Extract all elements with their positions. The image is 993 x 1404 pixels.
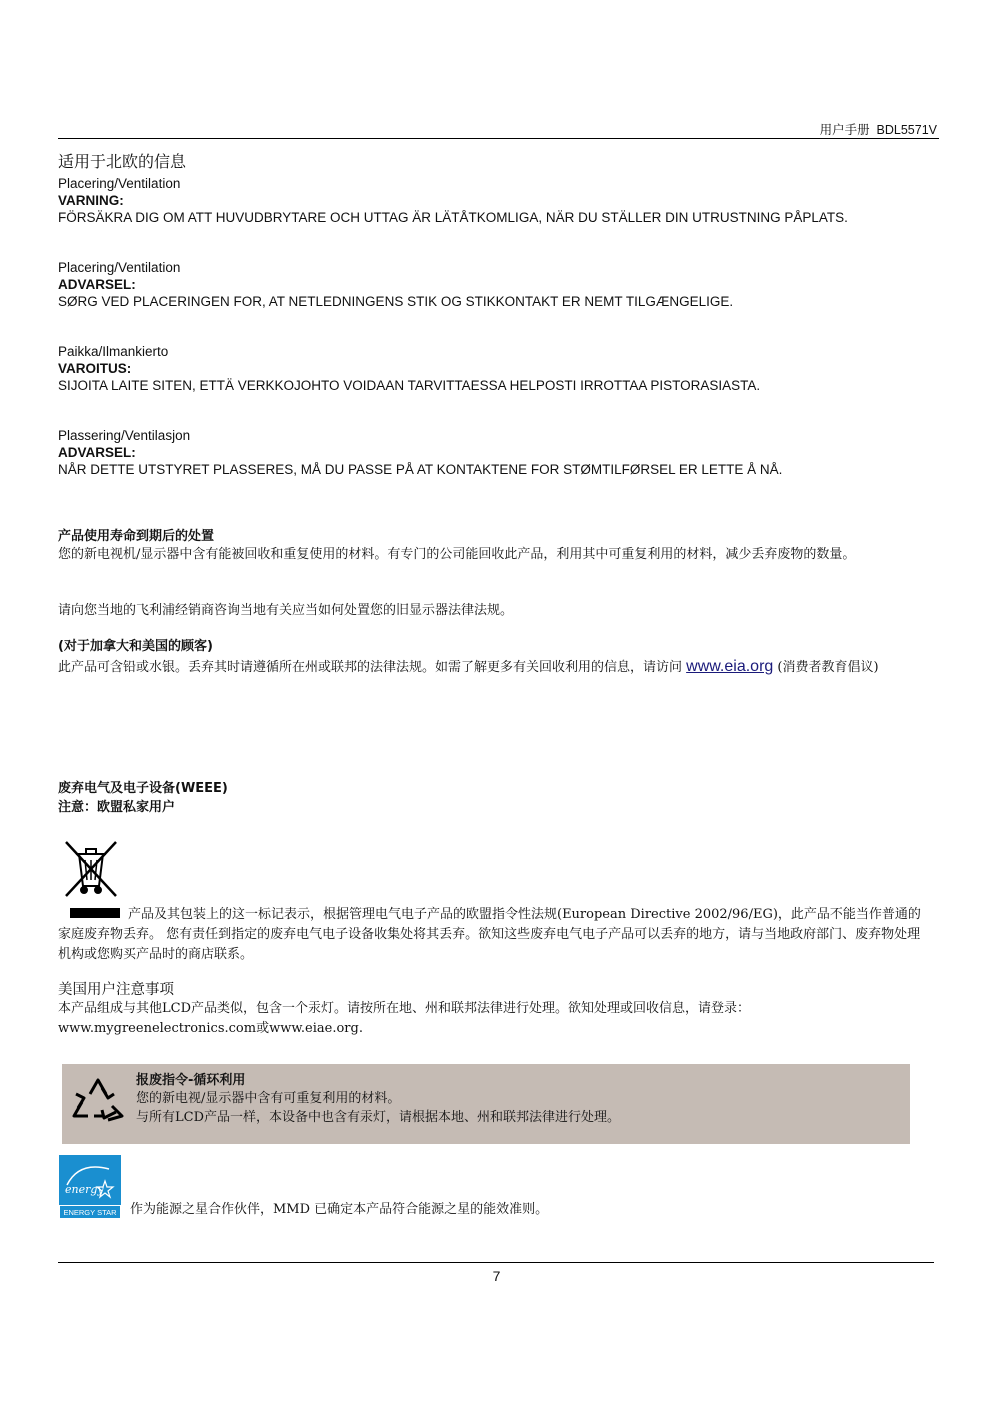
section-heading: Placering/Ventilation xyxy=(58,176,181,191)
canada-us-heading: (对于加拿大和美国的顾客) xyxy=(58,639,213,654)
header-label: 用户手册 xyxy=(819,122,870,137)
energy-star-text: 作为能源之星合作伙伴，MMD 已确定本产品符合能源之星的能效准则。 xyxy=(130,1202,549,1217)
disposal-paragraph-1: 您的新电视机/显示器中含有能被回收和重复使用的材料。有专门的公司能回收此产品，利用其中可重复利用的材料，减少丢弃废物的数量。 xyxy=(58,547,856,562)
recycling-line-2: 与所有LCD产品一样，本设备中也含有汞灯，请根据本地、州和联邦法律进行处理。 xyxy=(136,1110,621,1125)
nordic-section-sv xyxy=(58,175,938,226)
header-model: BDL5571V xyxy=(876,123,937,137)
weee-paragraph xyxy=(58,905,933,965)
weee-heading: 废弃电气及电子设备(WEEE) xyxy=(58,781,228,796)
page-title: 适用于北欧的信息 xyxy=(58,152,187,171)
energy-star-logo xyxy=(59,1155,121,1219)
recycling-line-1: 您的新电视/显示器中含有可重复利用的材料。 xyxy=(136,1091,401,1106)
nordic-section-no xyxy=(58,427,938,478)
nordic-section-da xyxy=(58,259,938,310)
canada-us-paragraph xyxy=(58,656,933,678)
warning-text: SIJOITA LAITE SITEN, ETTÄ VERKKOJOHTO VOIDAAN TARVITTAESSA HELPOSTI IRROTTAA PISTORASIASTA. xyxy=(58,378,761,393)
canada-us-text-after: (消费者教育倡议) xyxy=(773,660,879,675)
eia-link[interactable]: www.eia.org xyxy=(686,658,774,675)
warning-label: ADVARSEL: xyxy=(58,277,136,292)
crossed-bin-icon xyxy=(62,838,120,900)
page-number: 7 xyxy=(492,1268,501,1284)
weee-text: 产品及其包装上的这一标记表示，根据管理电气电子产品的欧盟指令性法规(European Directive 2002/96/EG)，此产品不能当作普通的家庭废弃物丢弃。 您有责任到指定的废弃电气电子设备收集处将其丢弃。欲知这些废弃电气电子产品可以丢弃的地方，请与当地政府部门、废弃物处理机构或您购买产品时的商店联系。 xyxy=(58,907,921,962)
energy-script: energy xyxy=(65,1183,104,1196)
warning-text: NÅR DETTE UTSTYRET PLASSERES, MÅ DU PASSE PÅ AT KONTAKTENE FOR STØMTILFØRSEL ER LETTE Å NÅ. xyxy=(58,462,783,477)
us-notice-heading: 美国用户注意事项 xyxy=(58,982,174,998)
recycling-heading: 报废指令-循环利用 xyxy=(136,1073,246,1088)
recycle-icon xyxy=(68,1072,128,1128)
disposal-heading: 产品使用寿命到期后的处置 xyxy=(58,529,215,544)
us-notice-line-1: 本产品组成与其他LCD产品类似，包含一个汞灯。请按所在地、州和联邦法律进行处理。欲知处理或回收信息，请登录： xyxy=(58,1001,751,1016)
warning-label: VAROITUS: xyxy=(58,361,132,376)
warning-text: FÖRSÄKRA DIG OM ATT HUVUDBRYTARE OCH UTTAG ÄR LÄTÅTKOMLIGA, NÄR DU STÄLLER DIN UTRUSTNING PÅPLATS. xyxy=(58,210,848,225)
canada-us-text: 此产品可含铅或水银。丢弃其时请遵循所在州或联邦的法律法规。如需了解更多有关回收利用的信息，请访问 xyxy=(58,660,687,675)
section-heading: Paikka/Ilmankierto xyxy=(58,344,169,359)
section-heading: Plassering/Ventilasjon xyxy=(58,428,191,443)
section-heading: Placering/Ventilation xyxy=(58,260,181,275)
nordic-section-fi xyxy=(58,343,938,394)
weee-subheading: 注意：欧盟私家用户 xyxy=(58,800,176,815)
energy-star-label: ENERGY STAR xyxy=(63,1208,117,1217)
disposal-paragraph-2: 请向您当地的飞利浦经销商咨询当地有关应当如何处置您的旧显示器法律法规。 xyxy=(58,603,514,618)
us-notice-line-2: www.mygreenelectronics.com或www.eiae.org. xyxy=(58,1021,363,1036)
warning-text: SØRG VED PLACERINGEN FOR, AT NETLEDNINGENS STIK OG STIKKONTAKT ER NEMT TILGÆNGELIGE. xyxy=(58,294,734,309)
header-divider xyxy=(58,138,939,139)
warning-label: ADVARSEL: xyxy=(58,445,136,460)
warning-label: VARNING: xyxy=(58,193,124,208)
page-header xyxy=(820,121,937,139)
footer-divider xyxy=(58,1262,934,1263)
